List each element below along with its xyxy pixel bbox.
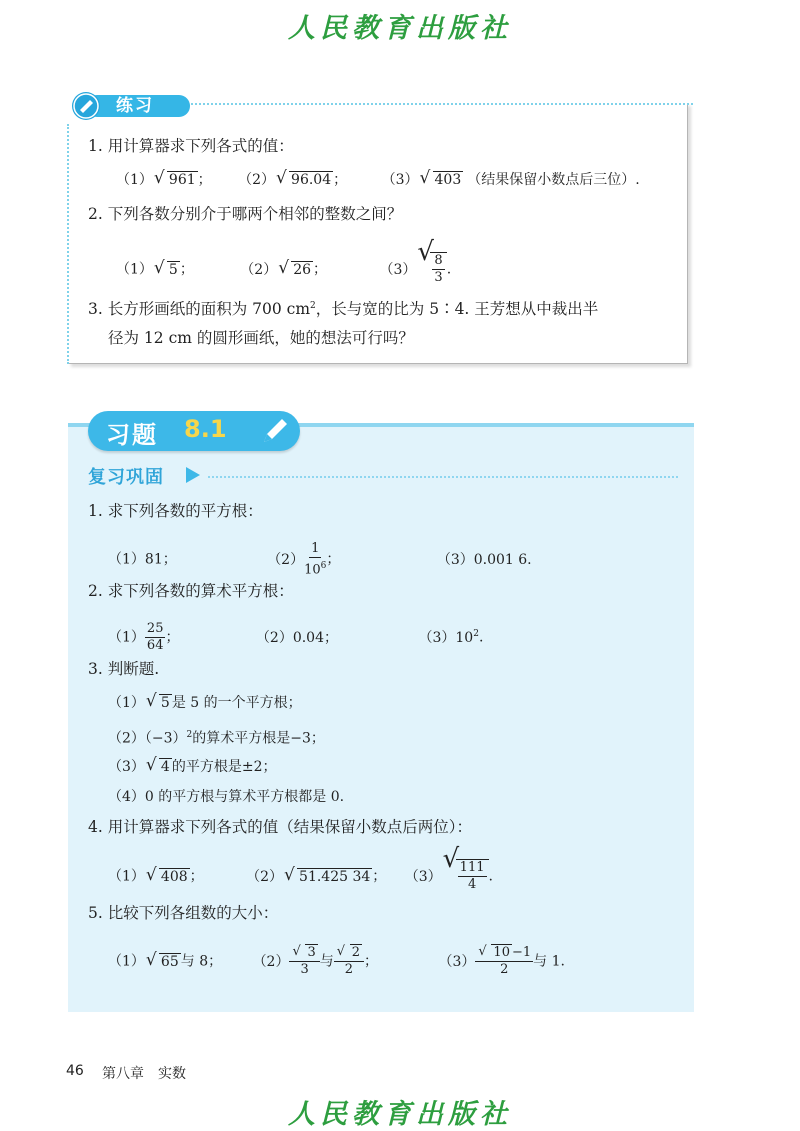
practice-circle-icon xyxy=(72,92,100,120)
ex-q1-items: （1）81； （2） $\frac{1}{10^6}$ ； （3）0.001 6. xyxy=(108,541,532,578)
ex-q2: 2. 求下列各数的算术平方根： xyxy=(88,582,294,600)
triangle-arrow-icon xyxy=(186,467,200,483)
exercise-tag-text: 习题 xyxy=(106,421,158,449)
practice-q2: 2. 下列各数分别介于哪两个相邻的整数之间？ xyxy=(88,205,403,223)
ex-q3-item2: $(2)(-3)^2$的算术平方根是−3； xyxy=(108,730,325,747)
ex-q3-item4: （4）0 的平方根与算术平方根都是 0. xyxy=(108,789,345,805)
exercise-tag-number: 8.1 xyxy=(184,415,227,443)
practice-q1-items: （1） √ 961 ； （2） √ 96.04 ； （3） √ 403 （结果保留小数点后三位）. xyxy=(116,168,640,188)
ex-q5: 5. 比较下列各组数的大小： xyxy=(88,904,279,922)
practice-tag xyxy=(72,92,190,120)
ex-q4-items: （1） √ 408 ； （2） √ 51.425 34 ； （3） √ $\frac{111}{4}$ . xyxy=(108,844,493,892)
practice-label: 练习 xyxy=(116,96,154,116)
publisher-logo-top: 人民教育出版社 xyxy=(288,13,512,44)
exercise-box xyxy=(68,415,694,1012)
practice-box xyxy=(68,98,693,366)
practice-q1: 1. 用计算器求下列各式的值： xyxy=(88,137,294,155)
practice-q3-line2: 径为 12 cm 的圆形画纸，她的想法可行吗？ xyxy=(108,329,414,347)
pencil-icon xyxy=(260,416,290,450)
practice-dotted-left xyxy=(67,124,69,364)
ex-q4: 4. 用计算器求下列各式的值（结果保留小数点后两位）： xyxy=(88,818,472,836)
ex-q3: 3. 判断题. xyxy=(88,660,160,678)
ex-q1: 1. 求下列各数的平方根： xyxy=(88,502,263,520)
ex-q5-items: （1） √ 65 与 8； （2） √ 3 3 与 √ 2 2 ； （3） √ 10 −1 2 与 1. xyxy=(108,944,565,977)
review-section-title: 复习巩固 xyxy=(88,467,164,488)
ex-q3-item1: （1） √ 5 是 5 的一个平方根； xyxy=(108,691,302,711)
practice-q2-items: （1） √ 5 ； （2） √ 26 ； （3） √ $\frac{8}{3}$ . xyxy=(116,237,452,285)
practice-q3-line1: 3. 长方形画纸的面积为 700 $cm^2$，长与宽的比为 5∶4. 王芳想从中裁出半 xyxy=(88,300,599,319)
publisher-logo-bottom: 人民教育出版社 xyxy=(288,1099,512,1130)
review-dotted-line xyxy=(208,476,678,478)
pencil-circle-icon xyxy=(72,92,100,120)
chapter-label: 第八章 实数 xyxy=(102,1066,186,1082)
practice-dotted-top xyxy=(178,103,693,105)
ex-q2-items: （1） $\frac{25}{64}$ ； （2）0.04； $(3)10^2$. xyxy=(108,621,484,653)
ex-q3-item3: （3） √ 4 的平方根是±2； xyxy=(108,755,277,775)
page-number: 46 xyxy=(66,1063,84,1079)
exercise-tag xyxy=(88,411,300,451)
